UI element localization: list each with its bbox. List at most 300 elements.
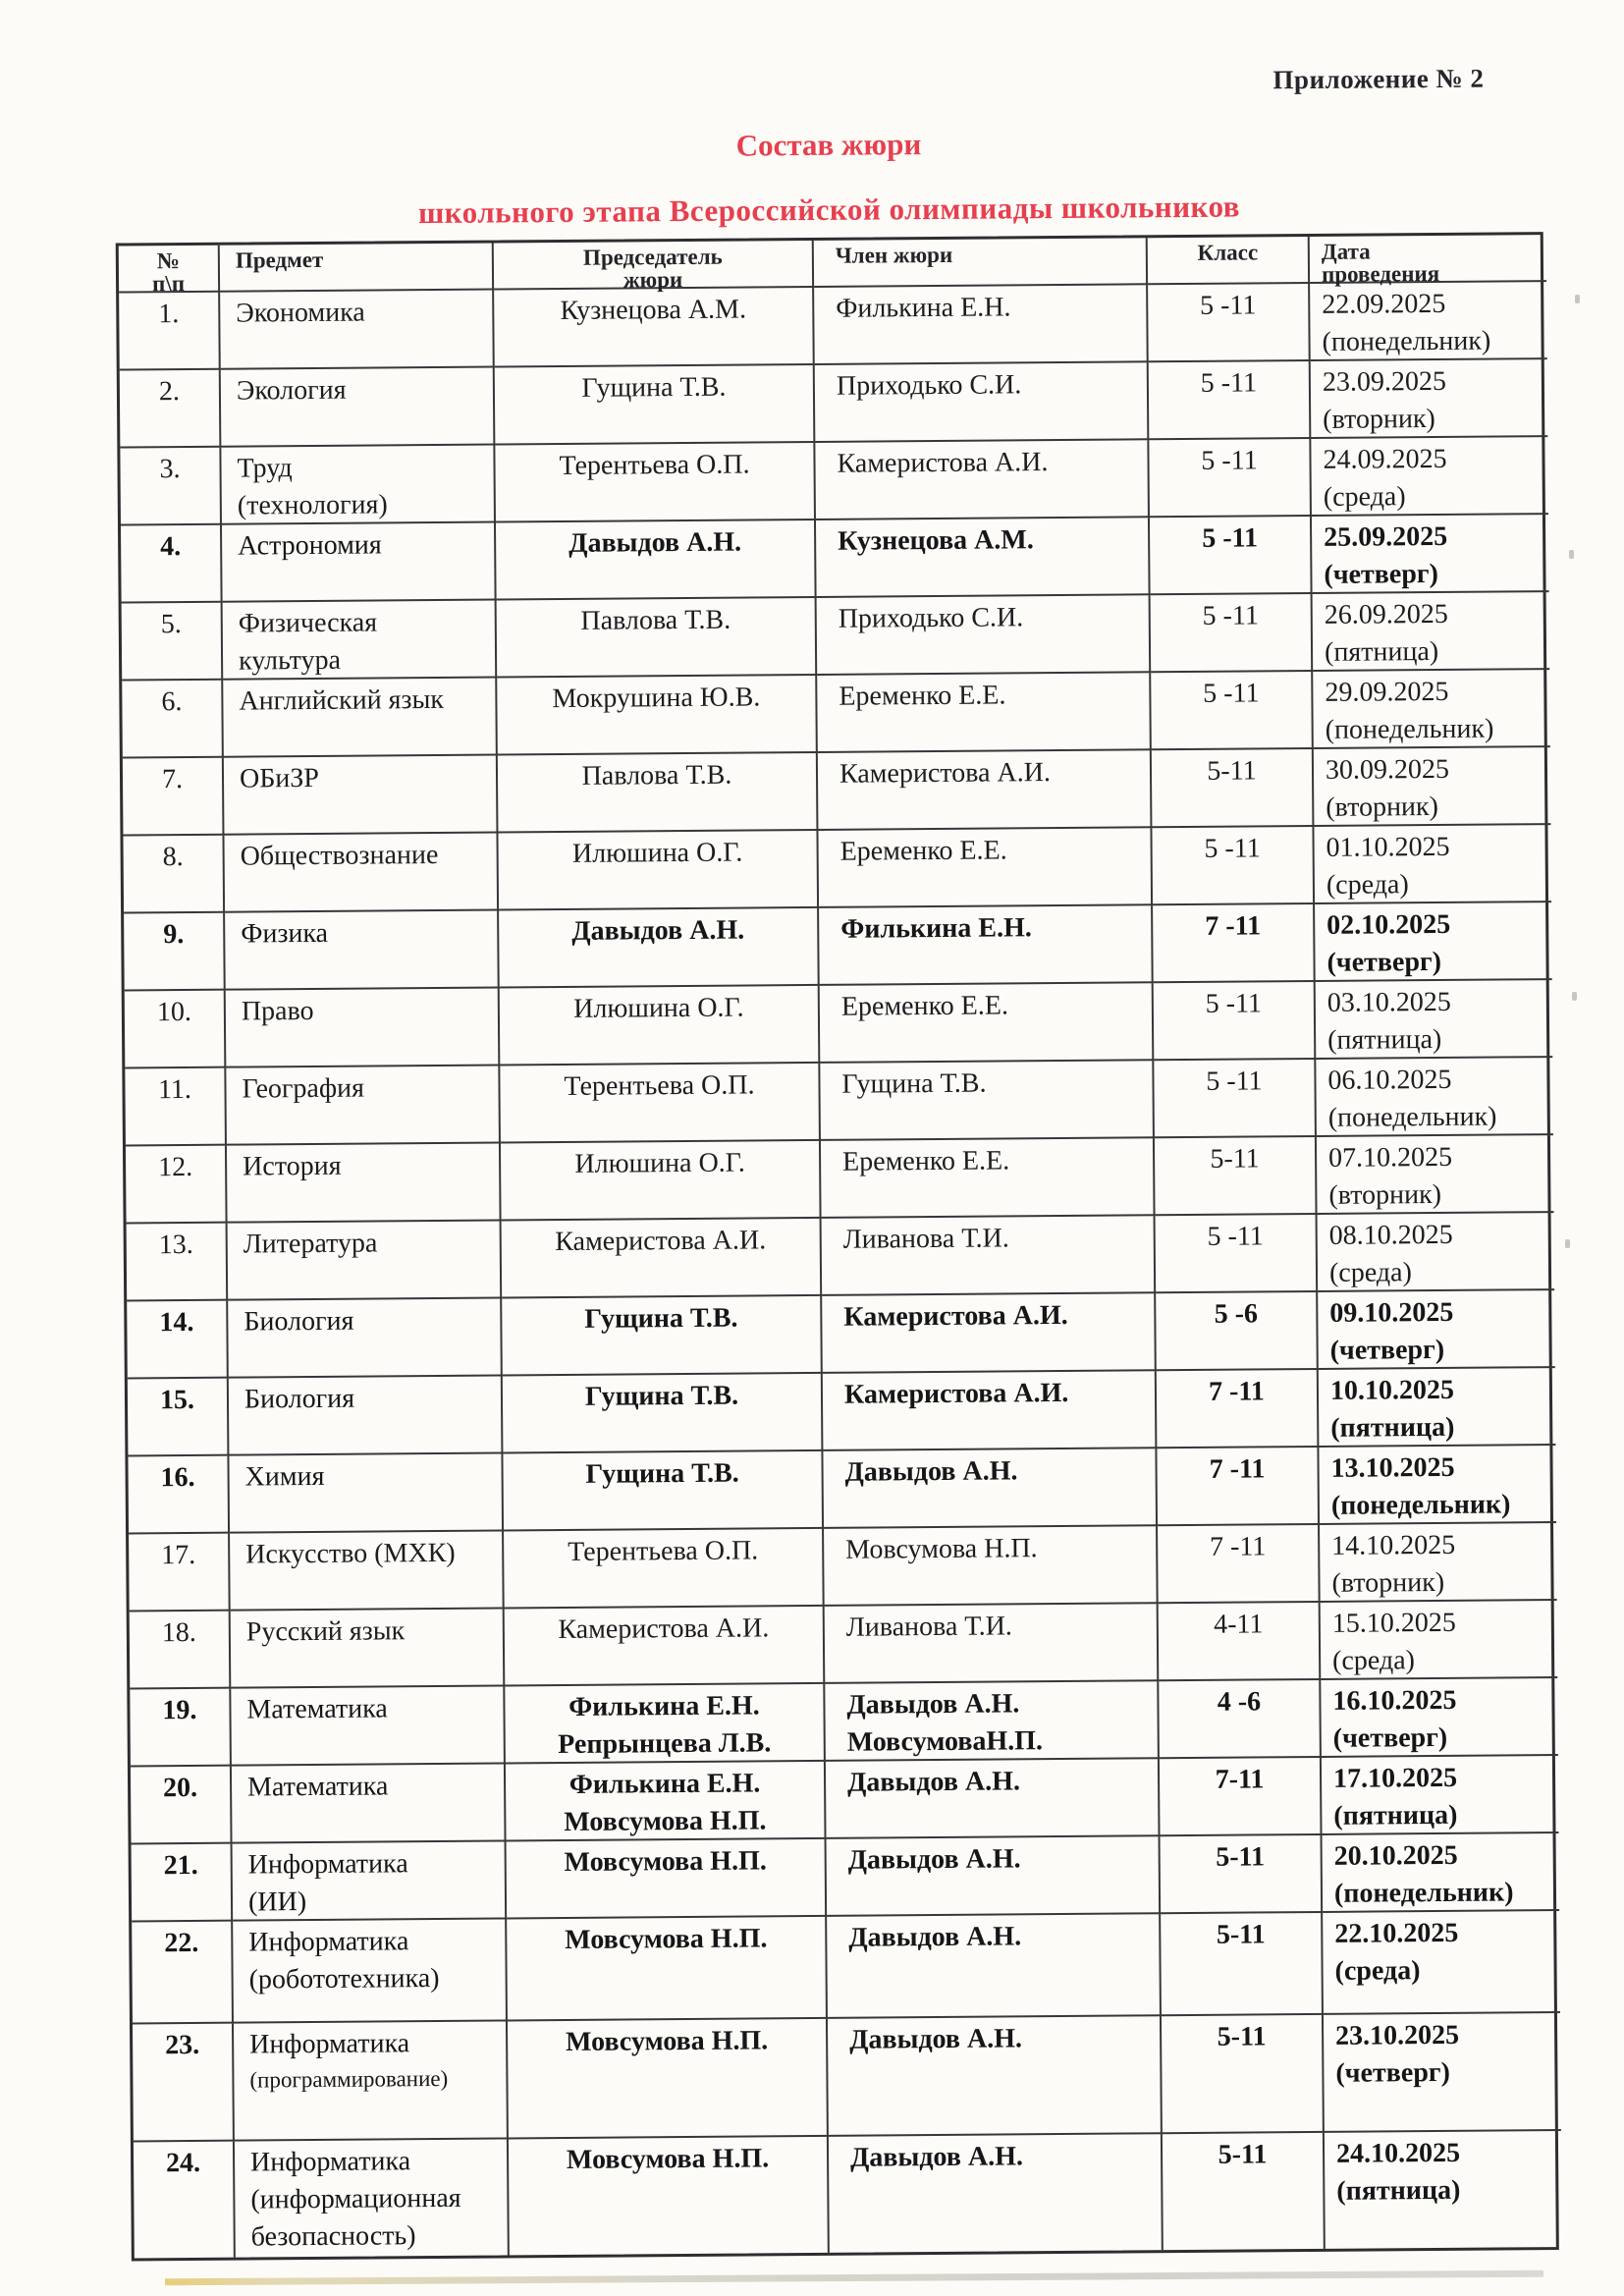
member-cell xyxy=(814,285,1149,365)
table-row xyxy=(131,1756,1553,1844)
member-cell xyxy=(821,1138,1156,1219)
cell-line: 8. xyxy=(162,842,184,873)
chair-cell xyxy=(494,288,815,368)
cell-line: жюри xyxy=(623,267,683,293)
cell-line: Камеристова А.И. xyxy=(839,757,1052,790)
cell-line: 23.09.2025 xyxy=(1322,365,1447,398)
grade-cell xyxy=(1153,904,1316,983)
table-row xyxy=(126,1135,1548,1224)
cell-line: Ливанова Т.И. xyxy=(845,1611,1012,1643)
cell-line: 5 -6 xyxy=(1214,1298,1259,1330)
member-cell xyxy=(820,1061,1155,1141)
cell-line: Давыдов А.Н. xyxy=(571,914,745,947)
subject-cell xyxy=(223,679,498,758)
cell-line: 23.10.2025 xyxy=(1334,2019,1460,2051)
subject-cell xyxy=(230,1531,505,1611)
cell-line: Мовсумова Н.П. xyxy=(565,2025,769,2057)
date-cell xyxy=(1310,282,1547,361)
cell-line: 5 -11 xyxy=(1202,522,1259,554)
member-cell xyxy=(818,750,1153,831)
subject-cell xyxy=(235,2139,510,2257)
member-cell xyxy=(818,828,1153,908)
date-cell xyxy=(1321,1601,1558,1680)
date-cell xyxy=(1314,825,1551,904)
cell-line: Мовсумова Н.П. xyxy=(565,1923,768,1956)
cell-line: Илюшина О.Г. xyxy=(574,1147,745,1179)
subject-cell xyxy=(225,910,500,990)
subject-cell xyxy=(231,1686,506,1766)
date-cell xyxy=(1321,1678,1558,1758)
cell-line: Терентьева О.П. xyxy=(559,449,750,482)
date-cell xyxy=(1319,1446,1556,1525)
table-row xyxy=(125,980,1547,1068)
cell-line: 5-11 xyxy=(1217,2021,1267,2052)
jury-table xyxy=(116,232,1559,2261)
grade-cell xyxy=(1160,1758,1323,1836)
header-member xyxy=(814,238,1148,288)
cell-line: Гущина Т.В. xyxy=(584,1302,738,1335)
cell-line: Камеристова А.И. xyxy=(837,447,1049,479)
cell-line: 6. xyxy=(161,686,183,718)
cell-line: (вторник) xyxy=(1331,1566,1445,1599)
grade-cell xyxy=(1157,1448,1320,1526)
cell-line: Право xyxy=(241,995,314,1027)
cell-line: Мовсумова Н.П. xyxy=(845,1533,1038,1565)
subject-cell xyxy=(234,2021,509,2141)
subject-cell xyxy=(229,1453,504,1533)
cell-line: (вторник) xyxy=(1328,1178,1442,1211)
cell-line: 5 -11 xyxy=(1201,445,1258,476)
cell-line: Камеристова А.И. xyxy=(558,1613,770,1646)
cell-line: Кузнецова А.М. xyxy=(838,524,1034,557)
cell-line: Еременко Е.Е. xyxy=(841,1145,1010,1177)
member-cell xyxy=(816,518,1151,598)
cell-line: Мовсумова Н.П. xyxy=(564,1845,767,1879)
cell-line: 14.10.2025 xyxy=(1331,1529,1456,1561)
doc-title-line1: Состав жюри xyxy=(735,127,922,163)
member-cell xyxy=(824,1526,1159,1607)
cell-line: 22. xyxy=(164,1927,199,1959)
cell-line: Терентьева О.П. xyxy=(568,1535,759,1567)
cell-line: 12. xyxy=(158,1151,193,1183)
grade-cell xyxy=(1159,1680,1322,1759)
cell-line: проведения xyxy=(1321,260,1440,287)
cell-line: Химия xyxy=(244,1460,325,1493)
subject-cell xyxy=(222,523,497,603)
table-row xyxy=(120,359,1543,448)
scan-speck xyxy=(1572,992,1577,1001)
cell-line: Илюшина О.Г. xyxy=(573,992,744,1024)
row-number-cell xyxy=(125,991,227,1069)
member-cell xyxy=(815,362,1150,443)
doc-title-line2: школьного этапа Всероссийской олимпиады школьников xyxy=(417,189,1241,231)
header-chair xyxy=(494,241,814,291)
cell-line: 23. xyxy=(165,2029,200,2061)
chair-cell xyxy=(496,520,817,601)
row-number-cell xyxy=(130,1689,232,1768)
grade-cell xyxy=(1155,1137,1318,1216)
cell-line: Мовсумова Н.П. xyxy=(564,1805,767,1838)
member-cell xyxy=(819,905,1154,986)
cell-line: Филькина Е.Н. xyxy=(568,1690,760,1722)
row-number-cell xyxy=(122,681,224,759)
table-row xyxy=(133,2013,1555,2142)
cell-line: 06.10.2025 xyxy=(1327,1064,1452,1096)
cell-line: 22.10.2025 xyxy=(1334,1917,1459,1949)
grade-cell xyxy=(1154,982,1317,1061)
table-row xyxy=(129,1523,1551,1612)
table-row xyxy=(121,515,1543,603)
table-row xyxy=(124,902,1546,991)
chair-cell xyxy=(508,2019,829,2140)
row-number-cell xyxy=(134,2142,236,2259)
cell-line: 02.10.2025 xyxy=(1326,908,1451,941)
cell-line: Гущина Т.В. xyxy=(584,1380,739,1412)
table-row xyxy=(125,1058,1547,1146)
table-row xyxy=(130,1601,1552,1689)
subject-cell xyxy=(224,833,499,912)
cell-line: Давыдов А.Н. xyxy=(846,1766,1021,1798)
date-cell xyxy=(1319,1368,1556,1448)
chair-cell xyxy=(507,1839,828,1920)
row-number-cell xyxy=(120,370,222,449)
subject-cell xyxy=(220,291,495,370)
row-number-cell xyxy=(125,1068,227,1147)
table-row xyxy=(128,1368,1550,1456)
date-cell xyxy=(1323,1833,1560,1913)
table-row xyxy=(123,825,1545,913)
cell-line: Еременко Е.Е. xyxy=(840,990,1009,1022)
cell-line: 7 -11 xyxy=(1208,1376,1265,1407)
cell-line: Гущина Т.В. xyxy=(585,1457,739,1490)
member-cell xyxy=(817,673,1152,753)
row-number-cell xyxy=(132,1844,234,1923)
date-cell xyxy=(1322,1756,1559,1835)
cell-line: культура xyxy=(238,644,342,677)
date-cell xyxy=(1311,437,1548,517)
cell-line: Экономика xyxy=(236,297,365,329)
cell-line: 20.10.2025 xyxy=(1333,1839,1458,1872)
member-cell xyxy=(823,1371,1158,1451)
date-cell xyxy=(1323,1911,1560,2015)
cell-line: Илюшина О.Г. xyxy=(571,837,743,869)
cell-line: Камеристова А.И. xyxy=(555,1225,767,1258)
row-number-cell xyxy=(120,448,222,526)
subject-cell xyxy=(232,1764,507,1843)
cell-line: (среда) xyxy=(1328,1257,1412,1288)
grade-cell xyxy=(1148,284,1311,362)
grade-cell xyxy=(1150,517,1313,595)
member-cell xyxy=(822,1293,1157,1374)
cell-line: (понедельник) xyxy=(1325,713,1494,745)
chair-cell xyxy=(505,1684,826,1765)
cell-line: Давыдов А.Н. xyxy=(847,1843,1021,1876)
row-number-cell xyxy=(129,1534,231,1613)
cell-line: Еременко Е.Е. xyxy=(839,680,1006,712)
subject-cell xyxy=(226,1066,501,1145)
cell-line: 5. xyxy=(160,609,182,640)
cell-line: (среда) xyxy=(1326,869,1409,901)
cell-line: Мовсумова Н.П. xyxy=(566,2143,770,2175)
subject-cell xyxy=(228,1298,503,1378)
cell-line: (пятница) xyxy=(1330,1411,1455,1444)
cell-line: Биология xyxy=(244,1383,355,1415)
cell-line: 15. xyxy=(159,1384,195,1416)
scan-speck xyxy=(1565,1239,1570,1248)
cell-line: (четверг) xyxy=(1329,1334,1445,1366)
cell-line: (пятница) xyxy=(1336,2174,1461,2207)
cell-line: 3. xyxy=(159,454,181,485)
cell-line: Давыдов А.Н. xyxy=(849,2141,1024,2173)
scan-speck xyxy=(1575,295,1580,303)
cell-line: 22.09.2025 xyxy=(1322,288,1446,320)
subject-cell xyxy=(228,1221,503,1300)
cell-line: Английский язык xyxy=(239,683,445,717)
cell-line: Павлова Т.В. xyxy=(581,759,732,792)
header-date xyxy=(1310,235,1546,287)
cell-line: 10.10.2025 xyxy=(1329,1374,1455,1406)
cell-line: (четверг) xyxy=(1332,1722,1448,1754)
cell-line: 1. xyxy=(158,299,180,330)
header-subject xyxy=(220,244,494,293)
cell-line: Камеристова А.И. xyxy=(843,1377,1069,1410)
header-num xyxy=(119,246,220,297)
cell-line: Информатика xyxy=(248,1926,409,1958)
cell-line: (понедельник) xyxy=(1327,1101,1497,1133)
row-number-cell xyxy=(127,1301,229,1380)
cell-line: 17. xyxy=(161,1539,196,1571)
chair-cell xyxy=(500,1064,821,1144)
table-row xyxy=(119,282,1542,370)
cell-line: Ливанова Т.И. xyxy=(842,1223,1009,1255)
cell-line: 09.10.2025 xyxy=(1329,1296,1454,1329)
cell-line: (четверг) xyxy=(1324,558,1439,590)
cell-line: Терентьева О.П. xyxy=(564,1069,755,1102)
cell-line: 24. xyxy=(165,2147,201,2179)
row-number-cell xyxy=(123,758,225,837)
cell-line: (технология) xyxy=(237,489,388,521)
grade-cell xyxy=(1156,1292,1319,1371)
table-row xyxy=(122,592,1544,681)
cell-line: Биология xyxy=(244,1305,354,1338)
cell-line: 13. xyxy=(158,1229,193,1261)
chair-cell xyxy=(509,2137,830,2256)
cell-line: 17.10.2025 xyxy=(1332,1762,1458,1794)
cell-line: (понедельник) xyxy=(1322,325,1491,357)
cell-line: 4 -6 xyxy=(1217,1686,1262,1718)
table-row xyxy=(127,1213,1549,1301)
cell-line: 4. xyxy=(160,531,182,563)
cell-line: (четверг) xyxy=(1335,2056,1451,2089)
cell-line: 25.09.2025 xyxy=(1324,520,1448,553)
member-cell xyxy=(825,1604,1160,1684)
chair-cell xyxy=(497,676,818,756)
chair-cell xyxy=(501,1141,822,1222)
cell-line: 10. xyxy=(156,996,192,1028)
cell-line: (понедельник) xyxy=(1333,1877,1514,1909)
row-number-cell xyxy=(122,603,224,682)
row-number-cell xyxy=(131,1767,233,1845)
date-cell xyxy=(1313,670,1550,749)
cell-line: Давыдов А.Н. xyxy=(846,1688,1020,1721)
cell-line: 5 -11 xyxy=(1199,290,1257,321)
cell-line: 15.10.2025 xyxy=(1331,1607,1456,1639)
date-cell xyxy=(1324,2013,1561,2133)
cell-line: 14. xyxy=(159,1306,194,1339)
cell-line: 29.09.2025 xyxy=(1325,676,1449,708)
member-cell xyxy=(828,2016,1163,2137)
member-cell xyxy=(822,1216,1157,1296)
cell-line: 07.10.2025 xyxy=(1327,1141,1453,1174)
date-cell xyxy=(1325,2131,1562,2249)
cell-line: 26.09.2025 xyxy=(1324,598,1448,630)
cell-line: Гущина Т.В. xyxy=(581,371,727,404)
cell-line: 24.10.2025 xyxy=(1335,2137,1461,2169)
cell-line: 16. xyxy=(160,1461,195,1494)
grade-cell xyxy=(1154,1060,1317,1138)
chair-cell xyxy=(502,1296,823,1377)
subject-cell xyxy=(224,756,499,836)
row-number-cell xyxy=(128,1379,230,1457)
table-row xyxy=(130,1678,1552,1767)
appendix-label: Приложение № 2 xyxy=(1272,63,1485,95)
cell-line: Информатика xyxy=(249,2146,411,2178)
cell-line: (пятница) xyxy=(1333,1799,1458,1831)
chair-cell xyxy=(507,1917,828,2022)
cell-line: Физика xyxy=(241,917,329,950)
table-row xyxy=(122,670,1544,758)
cell-line: История xyxy=(243,1150,342,1182)
header-grade xyxy=(1148,237,1310,285)
member-cell xyxy=(827,1836,1162,1917)
subject-cell xyxy=(226,988,501,1067)
chair-cell xyxy=(498,831,819,911)
cell-line: Филькина Е.Н. xyxy=(836,292,1011,324)
date-cell xyxy=(1318,1213,1555,1292)
cell-line: (вторник) xyxy=(1326,791,1439,823)
date-cell xyxy=(1311,359,1548,439)
cell-line: ОБиЗР xyxy=(239,762,320,794)
cell-line: № xyxy=(156,248,181,274)
date-cell xyxy=(1315,902,1552,982)
cell-line: Давыдов А.Н. xyxy=(848,1921,1022,1953)
cell-line: 24.09.2025 xyxy=(1323,443,1447,475)
table-row xyxy=(123,747,1545,836)
scan-speck xyxy=(1569,550,1574,559)
date-cell xyxy=(1312,515,1549,594)
subject-cell xyxy=(227,1143,502,1223)
cell-line: Математика xyxy=(246,1693,388,1725)
cell-line: п\п xyxy=(152,270,186,297)
cell-line: 5 -11 xyxy=(1202,600,1260,631)
cell-line: 2. xyxy=(158,376,181,408)
cell-line: Искусство (МХК) xyxy=(245,1537,456,1570)
chair-cell xyxy=(499,908,820,989)
cell-line: 01.10.2025 xyxy=(1326,831,1450,863)
row-number-cell xyxy=(121,525,223,604)
cell-line: Русский язык xyxy=(245,1615,406,1648)
chair-cell xyxy=(497,598,818,679)
cell-line: 5 -11 xyxy=(1203,678,1260,709)
table-row xyxy=(132,1833,1554,1922)
date-cell xyxy=(1316,980,1553,1060)
subject-cell xyxy=(221,446,496,525)
chair-cell xyxy=(495,365,816,446)
cell-line: 5-11 xyxy=(1207,755,1257,787)
subject-cell xyxy=(229,1376,504,1455)
grade-cell xyxy=(1158,1525,1321,1604)
cell-line: 7 -11 xyxy=(1209,1453,1266,1485)
cell-line: 21. xyxy=(163,1849,198,1882)
cell-line: (среда) xyxy=(1323,481,1406,513)
row-number-cell xyxy=(126,1146,228,1225)
grade-cell xyxy=(1162,2015,1325,2134)
cell-line: 5 -11 xyxy=(1207,1221,1264,1252)
date-cell xyxy=(1316,1058,1553,1137)
cell-line: Давыдов А.Н. xyxy=(844,1455,1018,1488)
cell-line: 7-11 xyxy=(1215,1764,1265,1795)
cell-line: Предмет xyxy=(235,246,324,273)
cell-line: 5 -11 xyxy=(1205,988,1263,1019)
member-cell xyxy=(825,1681,1160,1762)
cell-line: 30.09.2025 xyxy=(1325,753,1450,786)
cell-line: Математика xyxy=(246,1771,389,1803)
cell-line: Кузнецова А.М. xyxy=(560,294,747,326)
table-row xyxy=(120,437,1543,525)
cell-line: (пятница) xyxy=(1324,635,1439,668)
cell-line: Мокрушина Ю.В. xyxy=(552,682,761,715)
table-row xyxy=(134,2131,1556,2258)
chair-cell xyxy=(502,1219,823,1299)
cell-line: Приходько С.И. xyxy=(838,602,1024,634)
cell-line: (четверг) xyxy=(1326,946,1442,978)
cell-line: Обществознание xyxy=(240,839,439,872)
member-cell xyxy=(827,1914,1162,2019)
date-cell xyxy=(1314,747,1551,827)
grade-cell xyxy=(1157,1370,1320,1449)
cell-line: 11. xyxy=(157,1073,192,1106)
grade-cell xyxy=(1152,827,1315,905)
row-number-cell xyxy=(133,2024,235,2143)
row-number-cell xyxy=(130,1612,232,1690)
date-cell xyxy=(1320,1523,1557,1603)
table-row xyxy=(127,1290,1549,1379)
date-cell xyxy=(1317,1135,1554,1215)
cell-line: География xyxy=(242,1072,365,1105)
chair-cell xyxy=(495,443,816,523)
cell-line: 5 -11 xyxy=(1206,1066,1263,1097)
table-row xyxy=(128,1446,1550,1534)
row-number-cell xyxy=(128,1456,230,1535)
cell-line: Экология xyxy=(236,374,347,407)
cell-line: (ИИ) xyxy=(247,1886,307,1918)
cell-line: 7 -11 xyxy=(1209,1531,1267,1562)
member-cell xyxy=(823,1449,1158,1529)
cell-line: 20. xyxy=(162,1772,198,1804)
subject-cell xyxy=(233,1841,508,1921)
grade-cell xyxy=(1161,1835,1324,1914)
cell-line: Гущина Т.В. xyxy=(841,1067,987,1100)
grade-cell xyxy=(1161,1913,1324,2016)
cell-line: МовсумоваН.П. xyxy=(846,1725,1044,1758)
cell-line: Камеристова А.И. xyxy=(843,1299,1068,1333)
cell-line: Давыдов А.Н. xyxy=(568,526,742,559)
cell-line: (робототехника) xyxy=(248,1963,440,1995)
row-number-cell xyxy=(127,1224,229,1302)
chair-cell xyxy=(506,1762,827,1842)
cell-line: Информатика xyxy=(247,1848,408,1881)
table-row xyxy=(132,1911,1554,2024)
